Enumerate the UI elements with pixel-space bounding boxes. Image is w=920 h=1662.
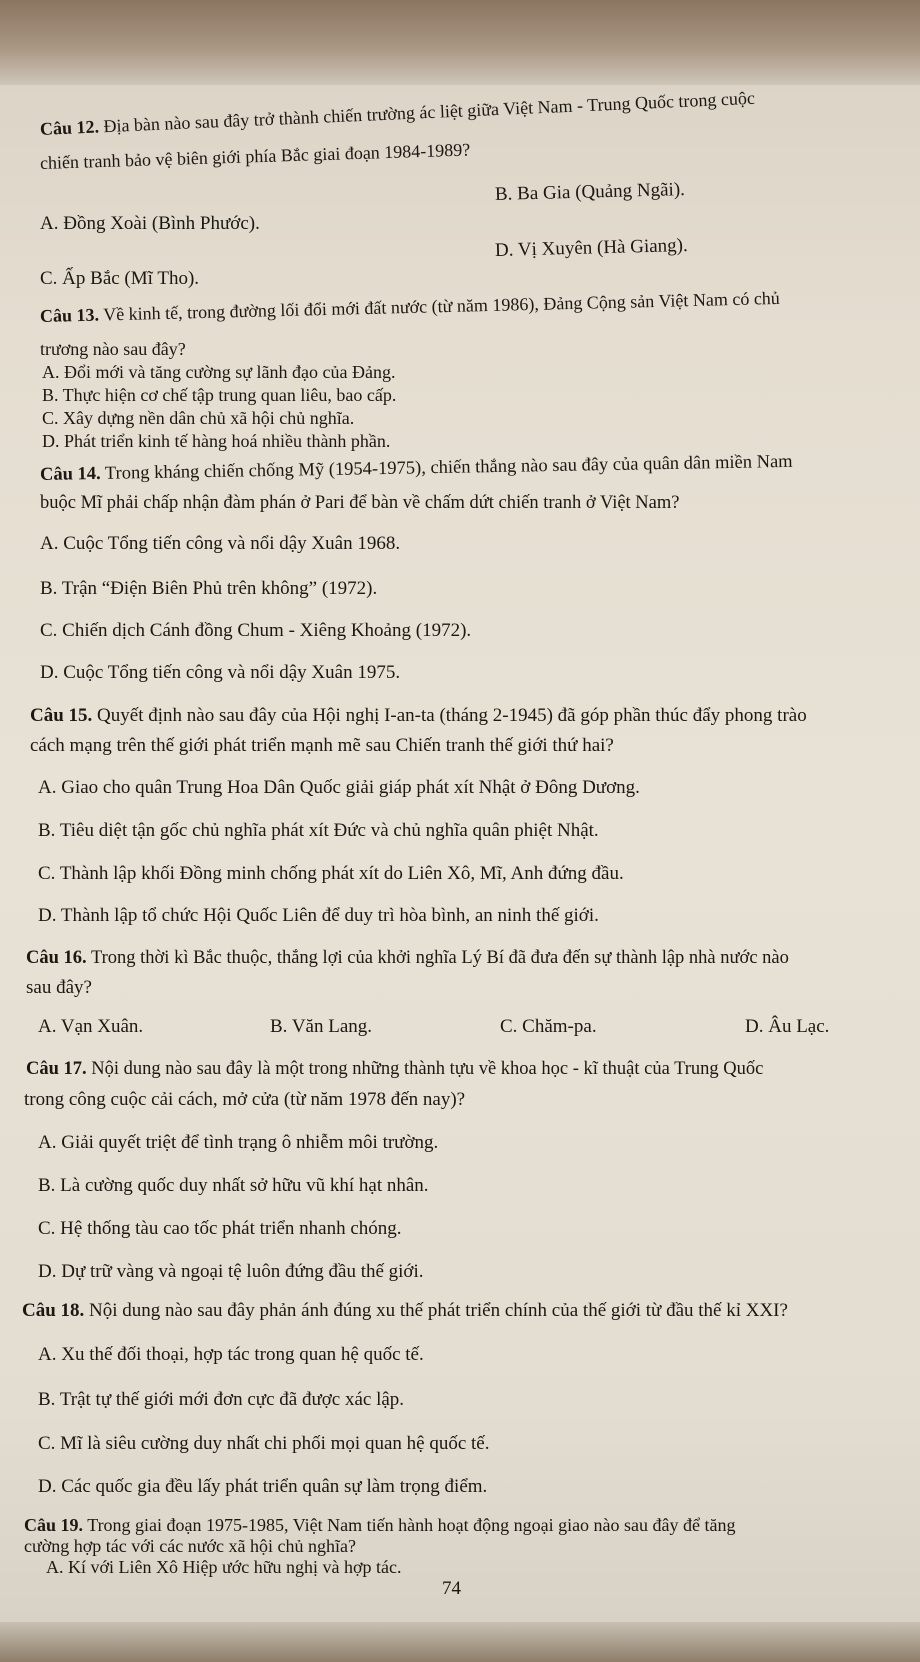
background-surface-top xyxy=(0,0,920,85)
question-12-line-1: Câu 12. Địa bàn nào sau đây trở thành chiến trường ác liệt giữa Việt Nam - Trung Quốc trong cuộc xyxy=(39,87,756,139)
question-18-number: Câu 18. xyxy=(22,1300,85,1321)
question-15-line-1: Câu 15. Quyết định nào sau đây của Hội nghị I-an-ta (tháng 2-1945) đã góp phần thúc đẩy phong trào xyxy=(30,705,807,726)
question-17-option-a: A. Giải quyết triệt để tình trạng ô nhiễm môi trường. xyxy=(38,1132,439,1153)
question-18-option-d: D. Các quốc gia đều lấy phát triển quân sự làm trọng điểm. xyxy=(38,1476,488,1497)
question-13-line-1: Câu 13. Về kinh tế, trong đường lối đổi mới đất nước (từ năm 1986), Đảng Cộng sản Việt Nam có chủ xyxy=(39,287,781,326)
question-16-option-a: A. Vạn Xuân. xyxy=(38,1016,144,1037)
question-13-line-2: trương nào sau đây? xyxy=(40,339,186,359)
question-18-option-b: B. Trật tự thế giới mới đơn cực đã được xác lập. xyxy=(38,1389,405,1410)
question-13-option-d: D. Phát triển kinh tế hàng hoá nhiều thành phần. xyxy=(42,431,391,451)
question-16-option-d: D. Âu Lạc. xyxy=(745,1016,830,1037)
question-17-option-c: C. Hệ thống tàu cao tốc phát triển nhanh chóng. xyxy=(38,1218,402,1239)
question-18-option-c: C. Mĩ là siêu cường duy nhất chi phối mọi quan hệ quốc tế. xyxy=(38,1433,490,1454)
question-12-option-a: A. Đồng Xoài (Bình Phước). xyxy=(40,213,260,234)
question-13-option-c: C. Xây dựng nền dân chủ xã hội chủ nghĩa. xyxy=(42,408,355,428)
question-15-option-a: A. Giao cho quân Trung Hoa Dân Quốc giải giáp phát xít Nhật ở Đông Dương. xyxy=(38,777,640,798)
question-19-line-2: cường hợp tác với các nước xã hội chủ nghĩa? xyxy=(24,1536,356,1556)
question-12-option-d: D. Vị Xuyên (Hà Giang). xyxy=(494,234,688,261)
question-18-option-a: A. Xu thế đối thoại, hợp tác trong quan hệ quốc tế. xyxy=(38,1344,424,1365)
question-14-number: Câu 14. xyxy=(39,463,101,485)
question-17-option-d: D. Dự trữ vàng và ngoại tệ luôn đứng đầu thế giới. xyxy=(38,1261,424,1282)
question-16-line-2: sau đây? xyxy=(26,977,92,998)
question-19-line-1: Câu 19. Trong giai đoạn 1975-1985, Việt Nam tiến hành hoạt động ngoại giao nào sau đây để tăng xyxy=(24,1515,736,1535)
question-14-option-a: A. Cuộc Tổng tiến công và nổi dậy Xuân 1968. xyxy=(40,533,401,554)
question-14-option-c: C. Chiến dịch Cánh đồng Chum - Xiêng Khoảng (1972). xyxy=(40,620,472,641)
question-14-option-b: B. Trận “Điện Biên Phủ trên không” (1972). xyxy=(40,578,378,599)
question-14-line-2: buộc Mĩ phải chấp nhận đàm phán ở Pari để bàn về chấm dứt chiến tranh ở Việt Nam? xyxy=(40,493,680,513)
question-16-line-1: Câu 16. Trong thời kì Bắc thuộc, thắng lợi của khởi nghĩa Lý Bí đã đưa đến sự thành lập nhà nước nào xyxy=(26,948,789,968)
question-17-number: Câu 17. xyxy=(26,1059,87,1079)
question-15-line-2: cách mạng trên thế giới phát triển mạnh mẽ sau Chiến tranh thế giới thứ hai? xyxy=(30,735,614,756)
question-16-option-c: C. Chăm-pa. xyxy=(500,1016,597,1037)
question-17-line-2: trong công cuộc cải cách, mở cửa (từ năm 1978 đến nay)? xyxy=(24,1089,466,1110)
background-surface-bottom xyxy=(0,1622,920,1662)
question-18-line-1: Câu 18. Nội dung nào sau đây phản ánh đúng xu thế phát triển chính của thế giới từ đầu thế kỉ XXI? xyxy=(22,1300,788,1321)
question-14-line-1: Câu 14. Trong kháng chiến chống Mỹ (1954-1975), chiến thắng nào sau đây của quân dân miền Nam xyxy=(39,451,793,485)
page-number: 74 xyxy=(442,1578,461,1599)
question-15-option-d: D. Thành lập tổ chức Hội Quốc Liên để duy trì hòa bình, an ninh thế giới. xyxy=(38,905,599,926)
question-16-option-b: B. Văn Lang. xyxy=(270,1016,373,1037)
question-13-option-a: A. Đổi mới và tăng cường sự lãnh đạo của Đảng. xyxy=(42,362,396,382)
question-12-option-b: B. Ba Gia (Quảng Ngãi). xyxy=(494,179,686,205)
question-19-number: Câu 19. xyxy=(24,1515,84,1535)
question-15-option-b: B. Tiêu diệt tận gốc chủ nghĩa phát xít Đức và chủ nghĩa quân phiệt Nhật. xyxy=(38,820,599,841)
question-17-option-b: B. Là cường quốc duy nhất sở hữu vũ khí hạt nhân. xyxy=(38,1175,429,1196)
question-13-option-b: B. Thực hiện cơ chế tập trung quan liêu, bao cấp. xyxy=(42,385,397,405)
question-17-line-1: Câu 17. Nội dung nào sau đây là một trong những thành tựu về khoa học - kĩ thuật của Trung Quốc xyxy=(26,1059,764,1079)
question-15-number: Câu 15. xyxy=(30,705,93,726)
question-19-option-a: A. Kí với Liên Xô Hiệp ước hữu nghị và hợp tác. xyxy=(46,1557,402,1577)
question-13-number: Câu 13. xyxy=(39,304,100,326)
question-14-option-d: D. Cuộc Tổng tiến công và nổi dậy Xuân 1975. xyxy=(40,662,401,683)
question-12-number: Câu 12. xyxy=(39,116,100,139)
question-16-number: Câu 16. xyxy=(26,948,87,968)
question-12-line-2: chiến tranh bảo vệ biên giới phía Bắc giai đoạn 1984-1989? xyxy=(39,139,471,173)
question-15-option-c: C. Thành lập khối Đồng minh chống phát xít do Liên Xô, Mĩ, Anh đứng đầu. xyxy=(38,863,624,884)
question-12-option-c: C. Ấp Bắc (Mĩ Tho). xyxy=(40,268,200,289)
